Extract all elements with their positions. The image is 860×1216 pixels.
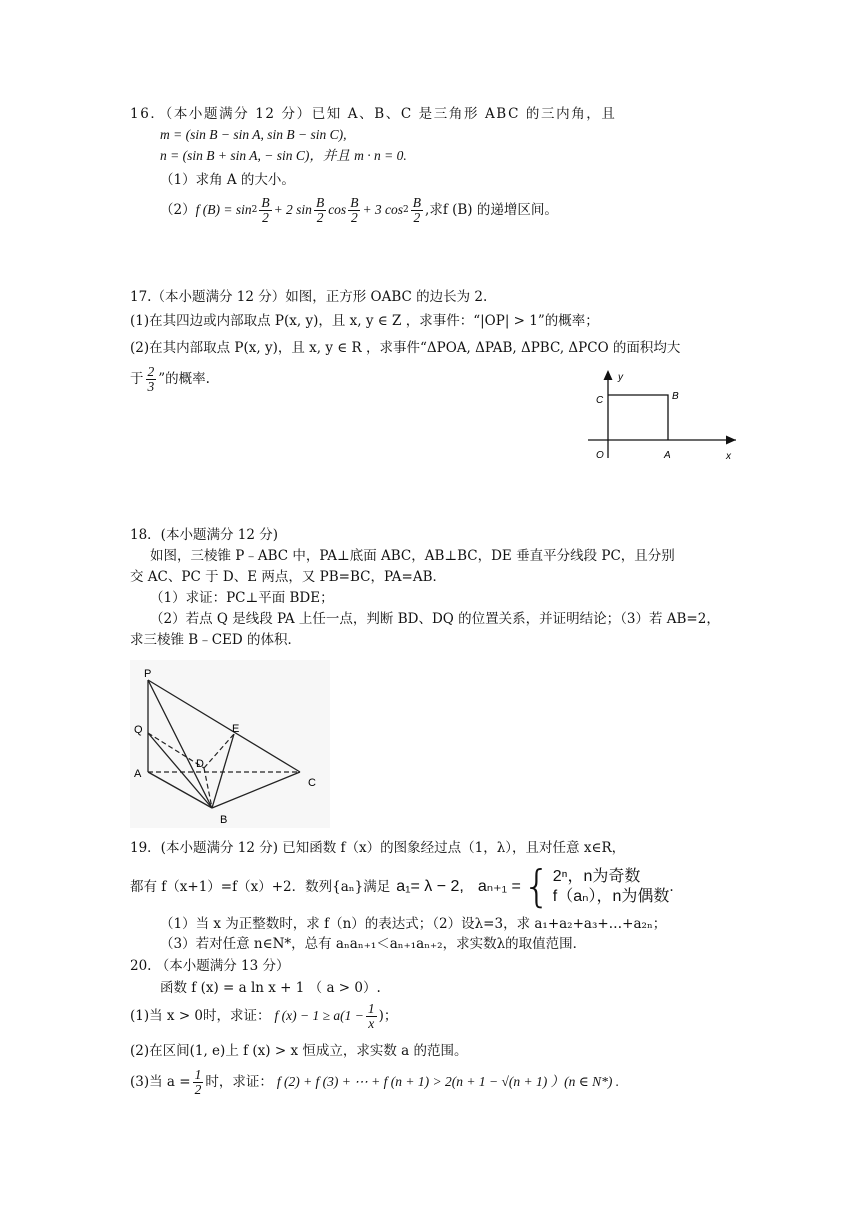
label-B: B bbox=[672, 391, 679, 402]
q16-vector-m: m = (sin B − sin A, sin B − sin C), bbox=[160, 127, 347, 142]
q16-frac-3: $\frac{B}{2}$ bbox=[350, 195, 359, 226]
q20-header: 20. （本小题满分 13 分） bbox=[130, 958, 290, 974]
q16-part2-plus2: + 3 cos bbox=[362, 202, 404, 218]
q19-parts12: （1）当 x 为正整数时，求 f（n）的表达式；（2）设λ=3，求 a₁+a₂+a₃+…+a₂ₙ； bbox=[160, 916, 667, 932]
label-A: A bbox=[134, 768, 142, 780]
q18-part2: （2）若点 Q 是线段 PA 上任一点，判断 BD、DQ 的位置关系，并证明结论；（3）若 AB=2， bbox=[150, 611, 720, 627]
q20-frac-2: $\frac{1}{2}$ bbox=[194, 1067, 202, 1098]
square-outline bbox=[608, 395, 668, 440]
q16-vector-n-def: n = (sin B + sin A, − sin C)，并且 bbox=[160, 148, 350, 163]
q16-part2: （2） f (B) = sin 2 $\frac{B}{2}$ + 2 sin $\frac{B}{2}$ cos $\frac{B}{2}$ + 3 cos 2 $\frac{B}{2}$ , 求f (B) 的递增区间。 bbox=[160, 195, 558, 226]
y-axis-arrow-icon bbox=[604, 370, 613, 380]
q17-part2-prefix: 于 bbox=[130, 371, 144, 388]
label-E: E bbox=[232, 723, 240, 735]
q16-part2-cos: cos bbox=[328, 202, 347, 218]
q16-vector-n bbox=[160, 148, 407, 165]
label-B: B bbox=[220, 814, 228, 826]
q16-frac-2: $\frac{B}{2}$ bbox=[315, 195, 325, 226]
q20-part3 bbox=[130, 1068, 619, 1097]
q20-function: 函数 f (x) = a ln x + 1 （ a > 0）. bbox=[160, 980, 381, 996]
label-y: y bbox=[618, 372, 623, 383]
q17-frac: $\frac{2}{3}$ bbox=[147, 364, 155, 395]
q17-part2: (2)在其内部取点 P(x, y)，且 x, y ∈ R ，求事件“ΔPOA, ΔPAB, ΔPBC, ΔPCO 的面积均大 bbox=[130, 340, 681, 356]
q19-sequence-def: 都有 f（x+1）=f（x）+2．数列{aₙ}满足 a₁= λ − 2, aₙ₊₁ = { 2ⁿ，n为奇数 f（aₙ），n为偶数 . bbox=[130, 861, 674, 912]
q16-frac-1: $\frac{B}{2}$ bbox=[261, 195, 270, 226]
q16-part1: （1）求角 A 的大小。 bbox=[160, 172, 295, 188]
q20-part1 bbox=[130, 1002, 397, 1031]
q18-part3: 求三棱锥 B﹣CED 的体积． bbox=[130, 632, 302, 648]
x-axis-arrow-icon bbox=[726, 436, 736, 445]
q17-part1: (1)在其四边或内部取点 P(x, y)，且 x, y ∈ Z ，求事件：“|OP| > 1”的概率； bbox=[130, 313, 599, 329]
q19-brace: { bbox=[522, 861, 551, 912]
q18-header: 18．(本小题满分 12 分) bbox=[130, 527, 278, 543]
q19-case2: f（aₙ），n为偶数 bbox=[552, 888, 670, 905]
q17-square-figure bbox=[584, 368, 744, 460]
label-C: C bbox=[596, 395, 604, 406]
q19-header: 19．(本小题满分 12 分) 已知函数 f（x）的图象经过点（1，λ），且对任意 x∈R， bbox=[130, 840, 626, 856]
q20-part1-inequality: f (x) − 1 ≥ a(1 − bbox=[274, 1008, 364, 1024]
q19-part3: （3）若对任意 n∈N*，总有 aₙaₙ₊₁＜aₙ₊₁aₙ₊₂，求实数λ的取值范围． bbox=[160, 936, 587, 952]
q18-line2: 如图，三棱锥 P﹣ABC 中，PA⊥底面 ABC，AB⊥BC，DE 垂直平分线段 PC，且分别 bbox=[150, 548, 675, 564]
q16-part2-prefix: （2） bbox=[160, 202, 196, 219]
label-Q: Q bbox=[134, 724, 143, 736]
q19-case1: 2ⁿ，n为奇数 bbox=[552, 868, 641, 885]
label-O: O bbox=[596, 450, 604, 460]
q20-part2: (2)在区间(1, e)上 f (x) > x 恒成立，求实数 a 的范围。 bbox=[130, 1043, 468, 1059]
q16-part2-f: f (B) = sin bbox=[195, 202, 252, 218]
label-A: A bbox=[664, 450, 671, 460]
q20-frac-1: $\frac{1}{x}$ bbox=[367, 1001, 375, 1032]
q16-header: 16．（本小题满分 12 分）已知 A、B、C 是三角形 ABC 的三内角，且 bbox=[130, 106, 617, 122]
q20-part3-inequality: f (2) + f (3) + ⋯ + f (n + 1) > 2(n + 1 − √(n + 1) ）(n ∈ N*) . bbox=[276, 1074, 620, 1090]
q16-dot-condition: m · n = 0. bbox=[354, 148, 407, 163]
q17-part2-suffix: ”的概率. bbox=[158, 371, 210, 388]
q16-frac-4: $\frac{B}{2}$ bbox=[412, 195, 422, 226]
q17-header: 17.（本小题满分 12 分）如图，正方形 OABC 的边长为 2. bbox=[130, 289, 488, 305]
label-x: x bbox=[726, 451, 731, 460]
label-D: D bbox=[196, 758, 204, 770]
q19-a1: a₁= λ − 2, bbox=[396, 878, 464, 895]
q18-line3: 交 AC、PC 于 D、E 两点，又 PB=BC，PA=AB． bbox=[130, 569, 447, 585]
q19-an1: aₙ₊₁ = bbox=[477, 878, 521, 895]
q18-part1: （1）求证：PC⊥平面 BDE； bbox=[150, 590, 334, 606]
q19-cases bbox=[553, 867, 670, 907]
q17-part2-cont bbox=[130, 365, 210, 394]
q20-part3-prefix: (3)当 a = bbox=[130, 1074, 191, 1091]
q16-part2-plus1: + 2 sin bbox=[273, 202, 312, 218]
q19-line2: 都有 f（x+1）=f（x）+2．数列{aₙ}满足 bbox=[130, 878, 391, 895]
q20-part3-mid: 时，求证： bbox=[205, 1074, 273, 1091]
label-P: P bbox=[144, 668, 152, 680]
figure-background bbox=[130, 660, 330, 828]
q20-part1-suffix: )； bbox=[378, 1008, 398, 1025]
label-C: C bbox=[308, 777, 316, 789]
q20-part1-prefix: (1)当 x > 0时，求证： bbox=[130, 1008, 271, 1025]
q18-pyramid-figure bbox=[130, 660, 330, 828]
q16-part2-suffix: 求f (B) 的递增区间。 bbox=[429, 202, 558, 219]
